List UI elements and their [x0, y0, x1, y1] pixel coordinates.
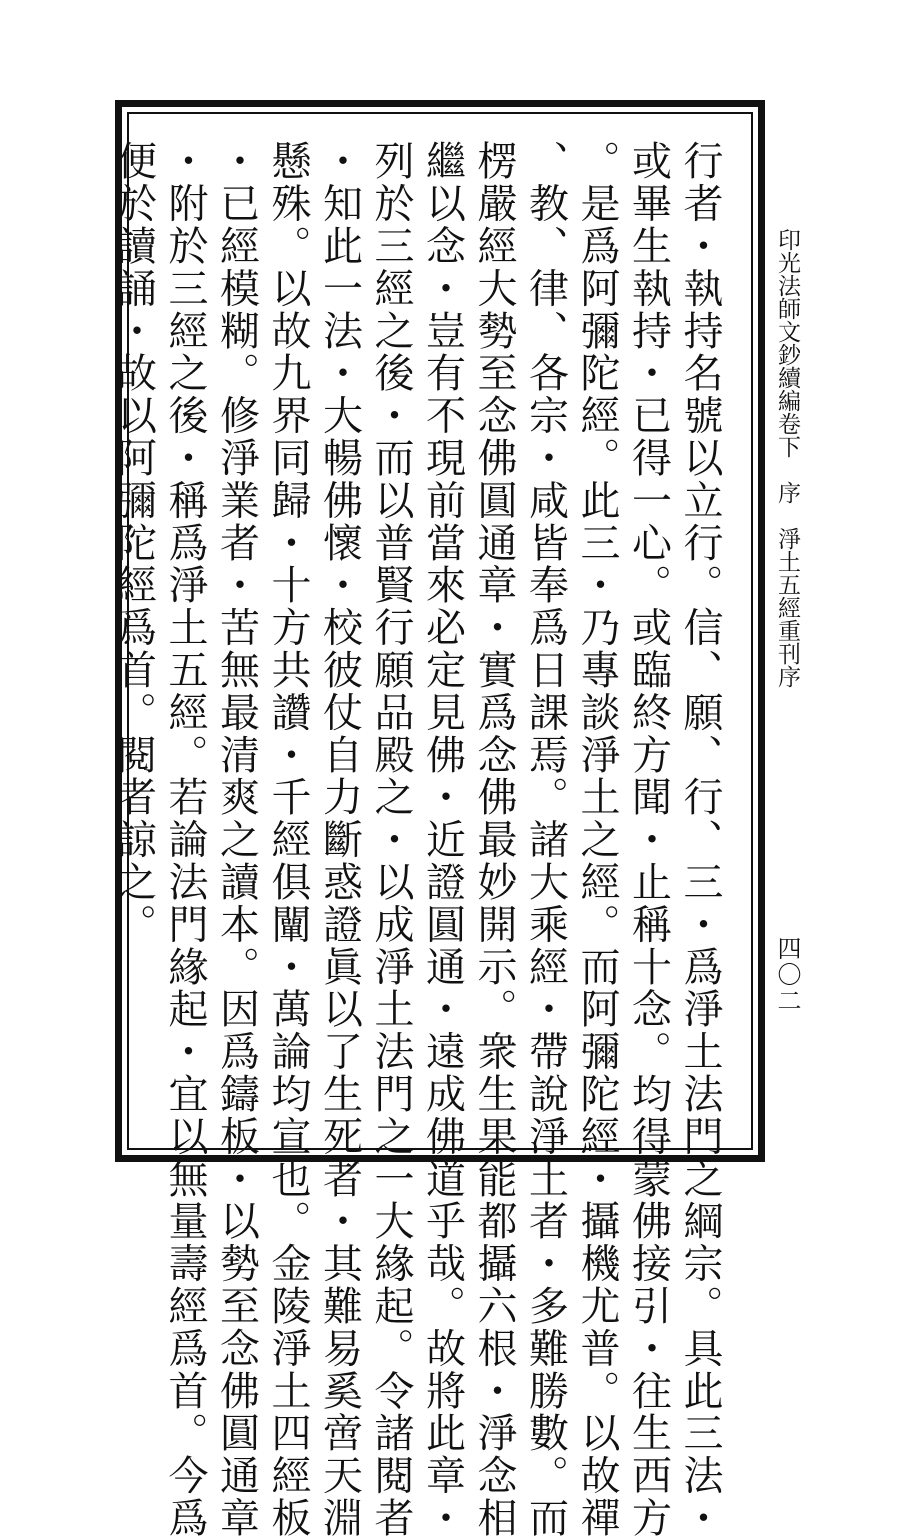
- text-column: ・附於三經之後・稱爲淨土五經。若論法門緣起・宜以無量壽經爲首。今爲: [162, 140, 208, 1539]
- text-column: 懸殊。以故九界同歸・十方共讚・千經俱闡・萬論均宣也。金陵淨土四經板: [265, 140, 311, 1539]
- text-column: 、教、律、各宗・咸皆奉爲日課焉。諸大乘經・帶說淨土者・多難勝數。而: [522, 140, 569, 1539]
- text-column: 楞嚴經大勢至念佛圓通章・實爲念佛最妙開示。衆生果能都攝六根・淨念相: [471, 140, 517, 1539]
- text-column: 列於三經之後・而以普賢行願品殿之・以成淨土法門之一大緣起。令諸閱者: [368, 140, 414, 1539]
- text-column: ・知此一法・大暢佛懷・校彼仗自力斷惑證眞以了生死者・其難易奚啻天淵: [316, 140, 363, 1539]
- running-title: 印光法師文鈔續編卷下 序 淨土五經重刊序: [774, 228, 800, 688]
- text-column: 。是爲阿彌陀經。此三・乃專談淨土之經。而阿彌陀經・攝機尤普。以故禪: [574, 140, 620, 1539]
- text-column: 繼以念・豈有不現前當來必定見佛・近證圓通・遠成佛道乎哉。故將此章・: [419, 140, 466, 1539]
- text-column: 行者・執持名號以立行。信、願、行、三・爲淨土法門之綱宗。具此三法・: [677, 140, 723, 1539]
- text-column: 或畢生執持・已得一心。或臨終方聞・止稱十念。均得蒙佛接引・往生西方: [625, 140, 672, 1539]
- preface-body-text: [107, 140, 725, 1539]
- text-column: 便於讀誦・故以阿彌陀經爲首。閱者諒之。: [110, 140, 157, 946]
- text-column: ・已經模糊。修淨業者・苦無最清爽之讀本。因爲鑄板・以勢至念佛圓通章: [213, 140, 260, 1539]
- page-number: 四〇二: [773, 936, 801, 1014]
